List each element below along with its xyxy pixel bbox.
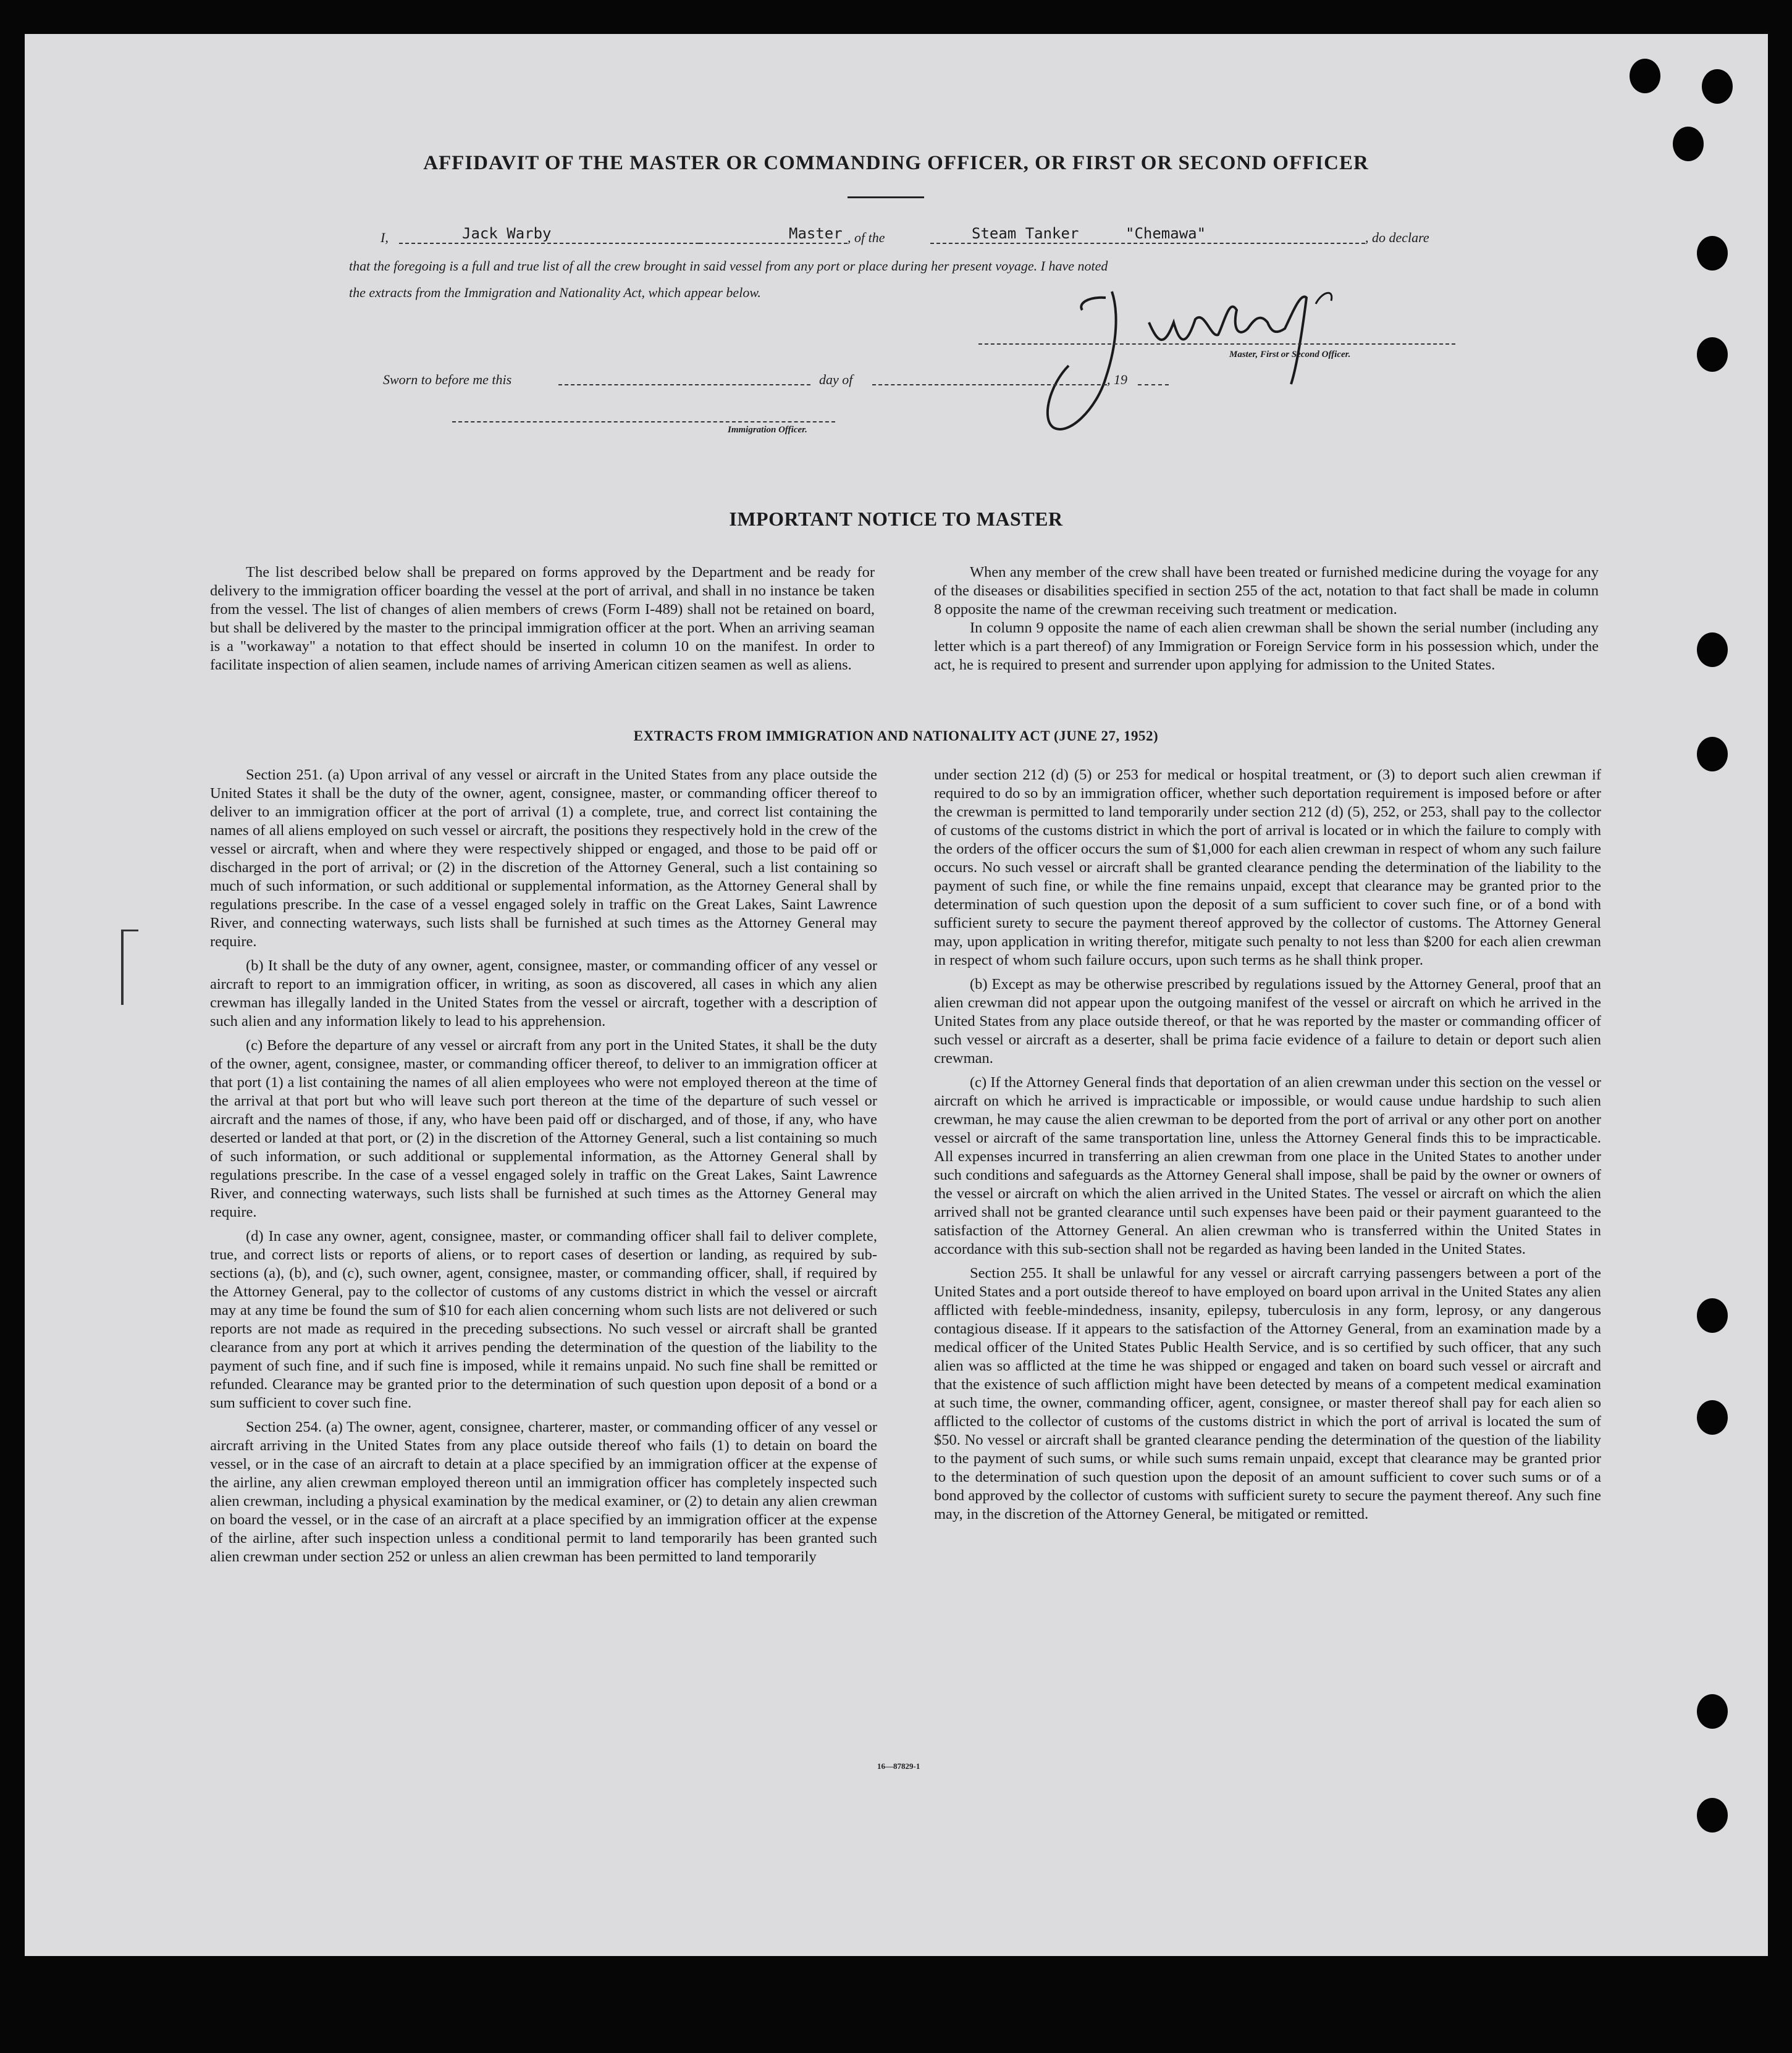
notice-title: IMPORTANT NOTICE TO MASTER <box>729 508 1063 530</box>
name-line <box>399 243 699 244</box>
vessel-type-field: Steam Tanker <box>972 225 1079 242</box>
month-line <box>872 384 1107 385</box>
vessel-line <box>930 243 1365 244</box>
statement-line-2: the extracts from the Immigration and Nationality Act, which appear below. <box>349 285 761 300</box>
officer-line <box>452 421 835 422</box>
section-paragraph: under section 212 (d) (5) or 253 for medical or hospital treatment, or (3) to deport such alien crewman if required to do so by an immigration officer, whether such deportation requirement is imposed before or after the crewman is permitted to land temporarily under section 212 (d) (5), 252, or 253, shall pay to the collector of customs of the customs district in which the port of arrival is located or in which the failure to comply with the orders of the officer occurs the sum of $1,000 for each alien crewman in respect of whom any such failure occurs. No such vessel or aircraft shall be granted clearance pending the determination of the liability to the payment of such fine, or while the fine remains unpaid, except that clearance may be granted prior to the determination of such question upon the deposit of a sum sufficient to cover such fine, or of a bond with sufficient surety to secure the payment thereof approved by the collector of customs. The Attorney General may, upon application in writing therefor, mitigate such penalty to not less than $200 for each alien crewman in respect of whom such failure occurs, upon such terms as he shall think proper. <box>934 766 1601 968</box>
signature-line <box>978 343 1455 345</box>
signature-graphic <box>1025 285 1384 440</box>
section-paragraph: (d) In case any owner, agent, consignee, master, or commanding officer shall fail to deliver complete, true, and correct lists or reports of aliens, or to report cases of desertion or landing, as required by sub-sections (a), (b), and (c), such owner, agent, consignee, master, or commanding officer, shall, if required by the Attorney General, pay to the collector of customs of any customs district in which the vessel or aircraft may at any time be found the sum of $10 for each alien concerning whom such lists are not delivered or such reports are not made as required in the preceding subsections. No such vessel or aircraft shall be granted clearance from any port at which it arrives pending the determination of the question of the liability to the payment of such fine, and if such fine is imposed, while it remains unpaid. No such fine shall be remitted or refunded. Clearance may be granted prior to the determination of such question upon deposit of a bond or a sum sufficient to cover such fine. <box>210 1228 877 1411</box>
title-rule <box>848 196 924 198</box>
notice-right-column <box>934 563 1599 674</box>
day-of-label: day of <box>819 372 853 387</box>
margin-bracket-tick <box>121 930 138 931</box>
affidavit-title: AFFIDAVIT OF THE MASTER OR COMMANDING OFFICER, OR FIRST OR SECOND OFFICER <box>423 152 1369 174</box>
extracts-title: EXTRACTS FROM IMMIGRATION AND NATIONALITY ACT (JUNE 27, 1952) <box>633 728 1159 744</box>
punch-hole <box>1697 1694 1728 1729</box>
statement-line-1: that the foregoing is a full and true list of all the crew brought in said vessel from any port or place during her present voyage. I have noted <box>349 258 1108 274</box>
extracts-right-column <box>934 766 1601 1524</box>
notice-paragraph: In column 9 opposite the name of each alien crewman shall be shown the serial number (including any letter which is a part thereof) of any Immigration or Foreign Service form in his possession which, under the act, he is required to present and surrender upon applying for admission to the United States. <box>934 619 1599 673</box>
signer-caption: Master, First or Second Officer. <box>1229 350 1351 359</box>
section-paragraph: Section 254. (a) The owner, agent, consignee, charterer, master, or commanding officer of any vessel or aircraft arriving in the United States from any place outside thereof who fails (1) to detain on board the vessel, or in the case of an aircraft to detain at a place specified by an immigration officer at the expense of the airline, any alien crewman employed thereon until an immigration officer has completely inspected such alien crewman, including a physical examination by the medical examiner, or (2) to detain any alien crewman on board the vessel, or in the case of an aircraft at a place specified by an immigration officer at the expense of the airline, after such inspection unless a conditional permit to land temporarily has been granted such alien crewman under section 252 or unless an alien crewman has been permitted to land temporarily <box>210 1419 877 1565</box>
punch-hole <box>1697 1798 1728 1833</box>
punch-hole <box>1697 1298 1728 1333</box>
punch-hole <box>1702 69 1733 104</box>
rank-field: Master <box>789 225 843 242</box>
master-name-field: Jack Warby <box>462 225 552 242</box>
year-label: , 19 <box>1107 372 1127 387</box>
notice-paragraph: The list described below shall be prepared on forms approved by the Department and be ready for delivery to the immigration officer boarding the vessel at the port of arrival, and shall in no instance be taken from the vessel. The list of changes of alien members of crews (Form I-489) shall not be retained on board, but shall be delivered by the master to the principal immigration officer at the port. When an arriving seaman is a "workaway" a notation to that effect should be inserted in column 10 on the manifest. In order to facilitate inspection of alien seamen, include names of arriving American citizen seamen as well as aliens. <box>210 564 875 673</box>
punch-hole <box>1697 632 1728 667</box>
section-paragraph: (b) Except as may be otherwise prescribed by regulations issued by the Attorney General, proof that an alien crewman did not appear upon the outgoing manifest of the vessel or aircraft on which he arrived in the United States from any place outside thereof, or that he was reported by the master or commanding officer of such vessel or aircraft as a deserter, shall be prima facie evidence of a failure to detain or deport such alien crewman. <box>934 976 1601 1067</box>
notice-left-column <box>210 563 875 674</box>
i-label: I, <box>381 230 389 245</box>
vessel-name-field: "Chemawa" <box>1125 225 1206 242</box>
punch-hole <box>1697 1400 1728 1435</box>
punch-hole <box>1630 59 1660 93</box>
of-the-label: , of the <box>848 230 885 245</box>
punch-hole <box>1697 236 1728 271</box>
form-number: 16—87829-1 <box>877 1761 920 1771</box>
sworn-day-line <box>558 384 810 385</box>
year-line <box>1138 384 1169 385</box>
section-paragraph: (b) It shall be the duty of any owner, agent, consignee, master, or commanding officer of any vessel or aircraft to report to an immigration officer, in writing, as soon as discovered, all cases in which any alien crewman has illegally landed in the United States from the vessel or aircraft, together with a description of such alien and any information likely to lead to his apprehension. <box>210 957 877 1030</box>
section-paragraph: (c) Before the departure of any vessel or aircraft from any port in the United States, it shall be the duty of the owner, agent, consignee, master, or commanding officer thereof, to deliver to an immigration officer at that port (1) a list containing the names of all alien employees who were not employed thereon at the time of the arrival at that port but who will leave such port thereon at the time of the departure of such vessel or aircraft and the names of those, if any, who have been paid off or discharged, and of those, if any, who have deserted or landed at that port, or (2) in the discretion of the Attorney General, such a list containing so much of such information, or such additional or supplemental information, as the Attorney General shall by regulations prescribe. In the case of a vessel engaged solely in traffic on the Great Lakes, Saint Lawrence River, and connecting waterways, such lists shall be furnished at such times as the Attorney General may require. <box>210 1037 877 1220</box>
section-paragraph: (c) If the Attorney General finds that deportation of an alien crewman under this section on the vessel or aircraft on which he arrived is impracticable or impossible, or would cause undue hardship to such alien crewman, he may cause the alien crewman to be deported from the port of arrival or any other port on another vessel or aircraft of the same transportation line, unless the Attorney General finds this to be impracticable. All expenses incurred in transferring an alien crewman from one place in the United States to another under such conditions and safeguards as the Attorney General shall impose, shall be paid by the owner or owners of the vessel or aircraft on which the alien arrived in the United States. The vessel or aircraft on which the alien arrived shall not be granted clearance until such expenses have been paid or their payment guaranteed to the satisfaction of the Attorney General. An alien crewman who is transferred within the United States in accordance with this sub-section shall not be regarded as having been landed in the United States. <box>934 1074 1601 1257</box>
sworn-label: Sworn to before me this <box>383 372 512 387</box>
notice-paragraph: When any member of the crew shall have been treated or furnished medicine during the voyage for any of the diseases or disabilities specified in section 255 of the act, notation to that fact shall be made in column 8 opposite the name of the crewman receiving such treatment or medication. <box>934 564 1599 618</box>
section-paragraph: Section 255. It shall be unlawful for any vessel or aircraft carrying passengers between a port of the United States and a port outside thereof to have employed on board upon arrival in the United States any alien afflicted with feeble-mindedness, insanity, epilepsy, tuberculosis in any form, leprosy, or any dangerous contagious disease. If it appears to the satisfaction of the Attorney General, from an examination made by a medical officer of the United States Public Health Service, and is so certified by such officer, that any such alien was so afflicted at the time he was shipped or engaged and taken on board such vessel or aircraft and that the existence of such affliction might have been detected by means of a competent medical examination at such time, the owner, commanding officer, agent, consignee, or master thereof shall pay for each alien so afflicted to the collector of customs of the customs district in which the port of arrival is located the sum of $50. No vessel or aircraft shall be granted clearance pending the determination of the question of the liability to the payment of such sums, or while such sums remain unpaid, except that clearance may be granted prior to the determination of such question upon the deposit of an amount sufficient to cover such sums or of a bond approved by the collector of customs with sufficient surety to secure the payment thereof. Any such fine may, in the discretion of the Attorney General, be mitigated or remitted. <box>934 1265 1601 1522</box>
rank-line <box>699 243 848 244</box>
margin-bracket <box>121 930 124 1005</box>
section-paragraph: Section 251. (a) Upon arrival of any vessel or aircraft in the United States from any place outside the United States it shall be the duty of the owner, agent, consignee, master, or commanding officer thereof to deliver to an immigration officer at the port of arrival (1) a complete, true, and correct list containing the names of all aliens employed on such vessel or aircraft, the positions they respectively hold in the crew of the vessel or aircraft, when and where they were respectively shipped or engaged, and those to be paid off or discharged in the port of arrival; or (2) in the discretion of the Attorney General, such a list containing so much of such information, or such additional or supplemental information, as the Attorney General shall by regulations prescribe. In the case of a vessel engaged solely in traffic on the Great Lakes, Saint Lawrence River, and connecting waterways, such lists shall be furnished at such times as the Attorney General may require. <box>210 766 877 950</box>
punch-hole <box>1697 337 1728 372</box>
officer-caption: Immigration Officer. <box>728 425 807 435</box>
extracts-left-column <box>210 766 877 1566</box>
declare-label: , do declare <box>1365 230 1429 245</box>
